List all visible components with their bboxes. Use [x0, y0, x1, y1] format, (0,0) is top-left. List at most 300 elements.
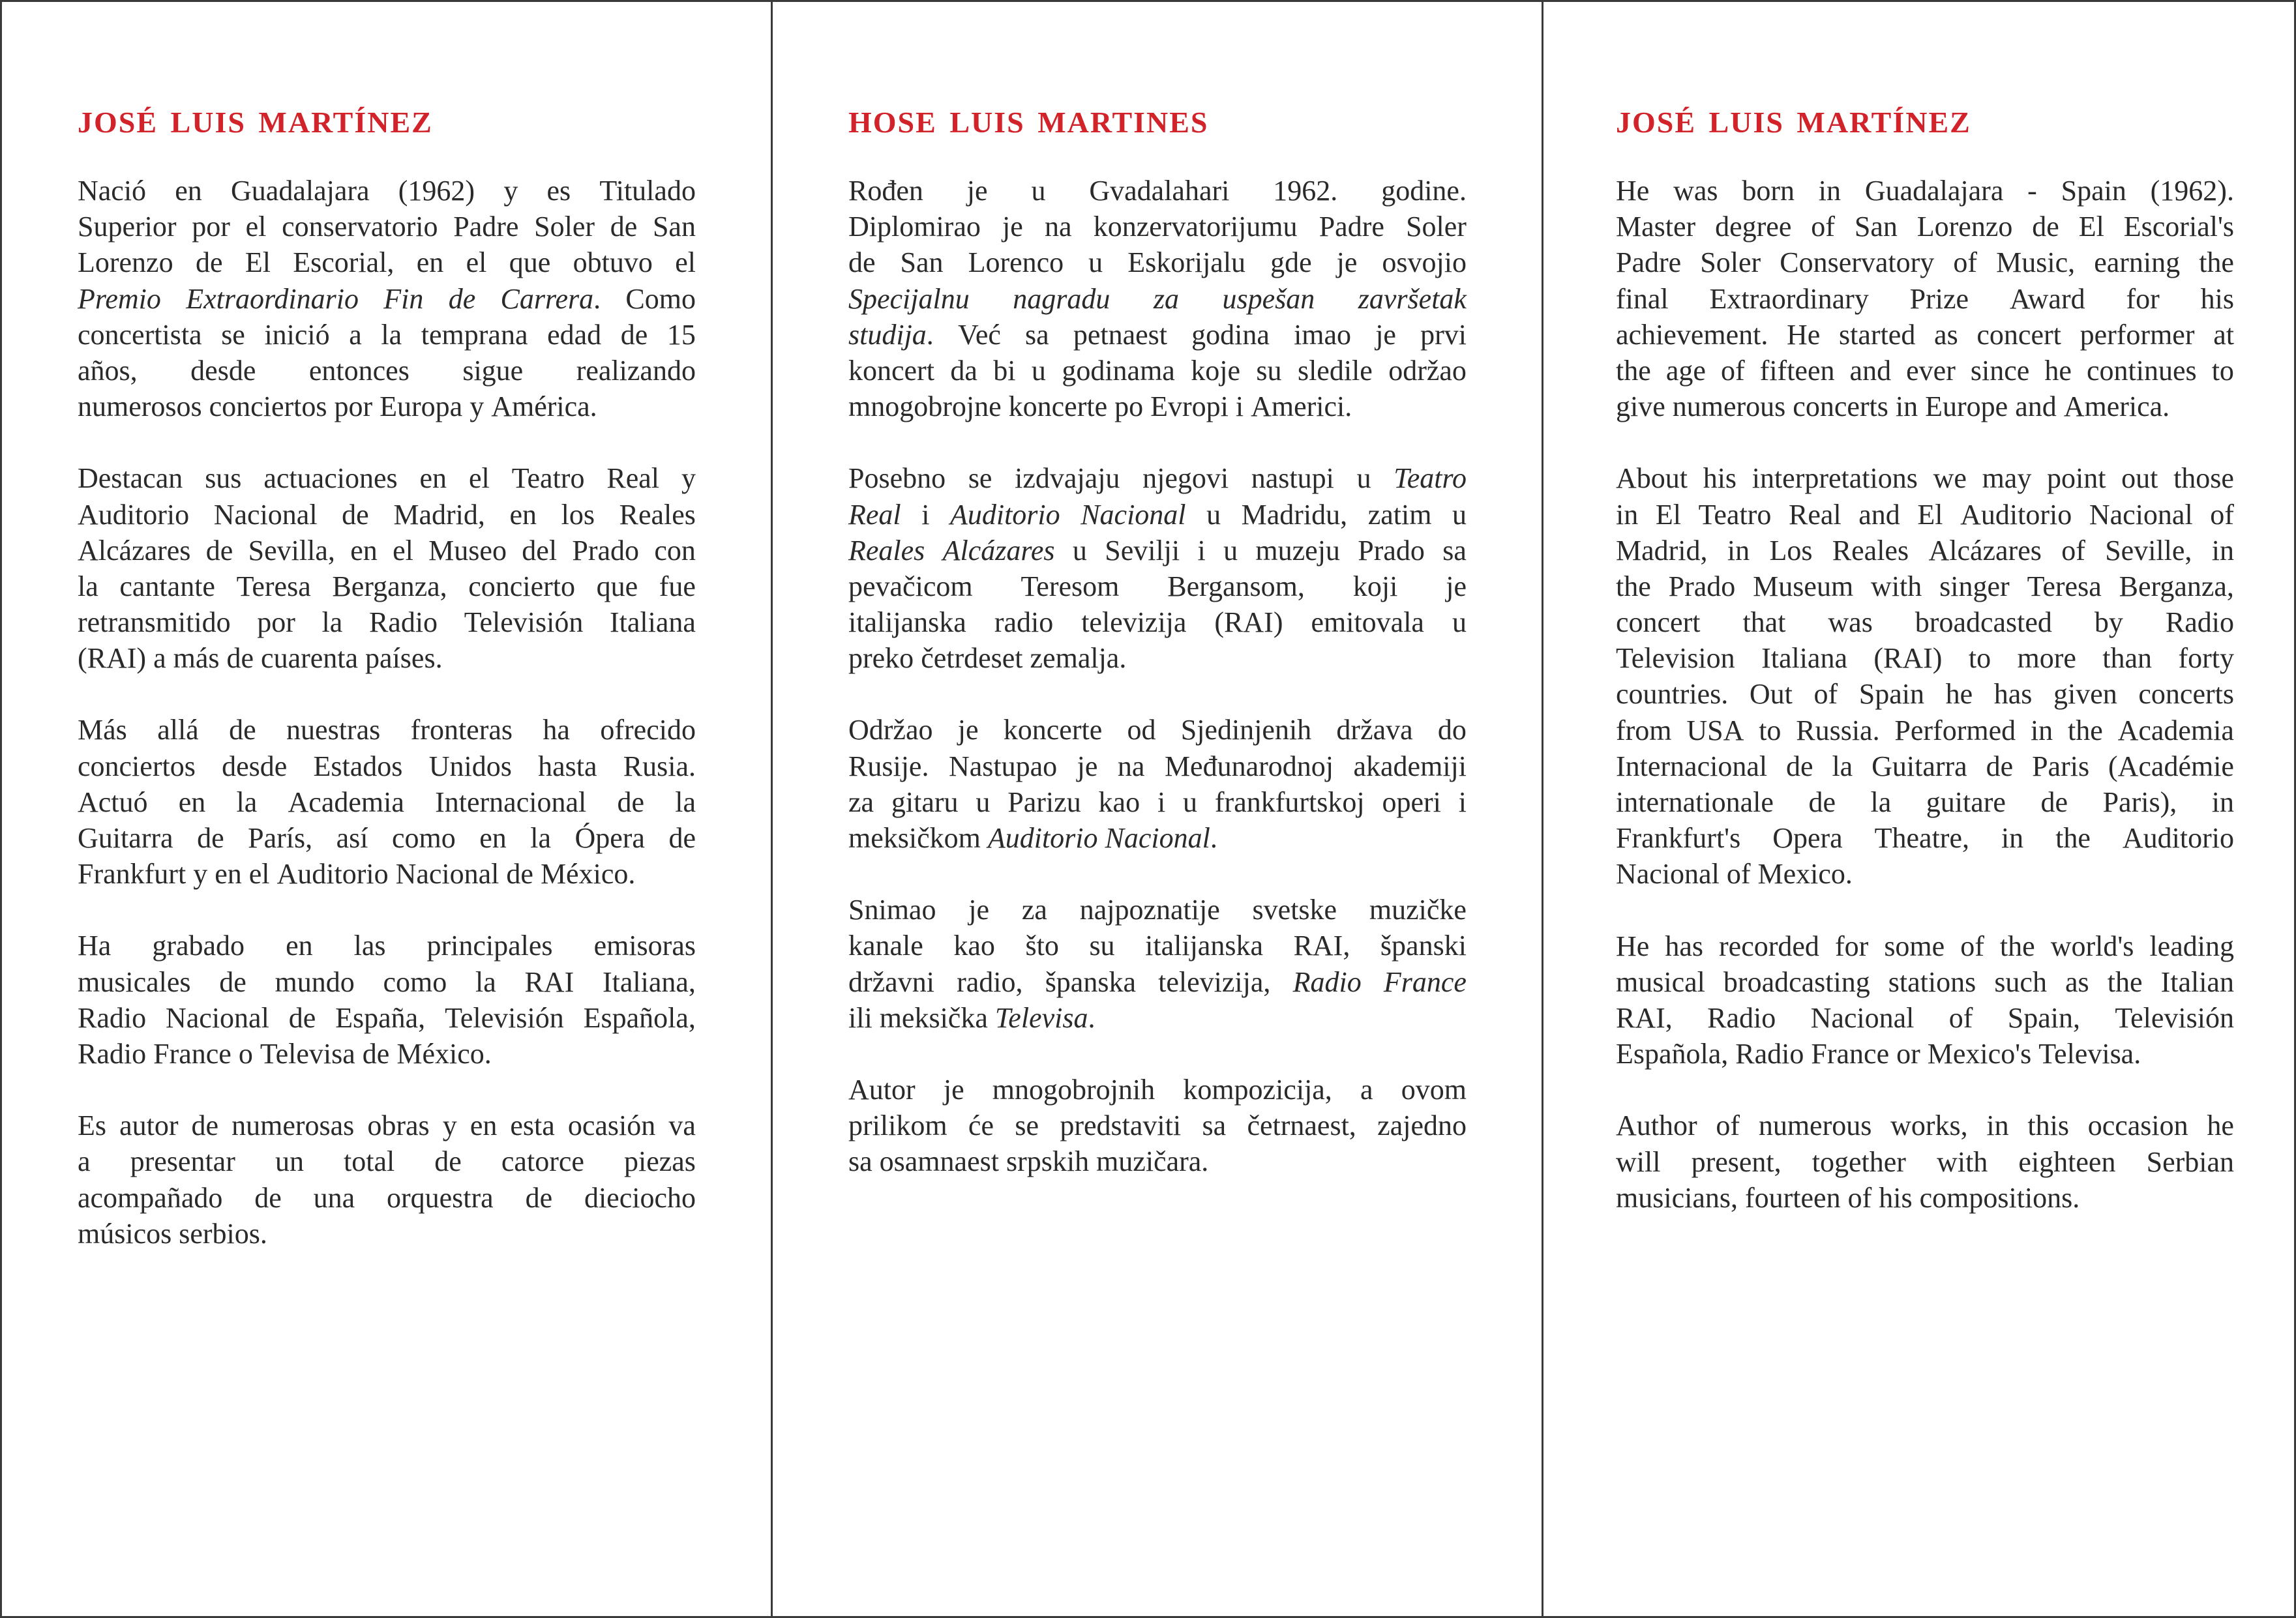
word: Teatro [1394, 462, 1467, 495]
word: concertista [78, 318, 202, 351]
word: He [1787, 318, 1821, 351]
word: his [2200, 282, 2234, 315]
text-line [1616, 281, 2234, 317]
word: años, [78, 354, 138, 387]
word: muzičke [1369, 894, 1467, 926]
word: Madridu, [1241, 498, 1348, 531]
word: Televisa. [994, 1001, 1096, 1034]
word: preko [848, 642, 914, 675]
word: presentar [130, 1145, 235, 1178]
word: se [221, 318, 245, 351]
text-line [848, 353, 1467, 389]
word: Berganza, [2119, 570, 2234, 602]
word: of [1847, 1181, 1872, 1214]
panel-column [848, 101, 1467, 1216]
word: je [968, 894, 990, 926]
word: najpoznatije [1079, 894, 1220, 926]
word: Nacional [213, 498, 318, 531]
word: eighteen [2018, 1145, 2116, 1178]
word: Premio [78, 282, 161, 315]
word: studija. [848, 318, 934, 351]
word: i [921, 498, 930, 531]
word: de [668, 822, 696, 854]
word: koncert [848, 354, 934, 387]
word: the [2199, 246, 2234, 279]
word: inició [264, 318, 330, 351]
word: Italiana [1761, 642, 1847, 675]
word: i [1235, 390, 1244, 423]
word: Sevilji [1105, 534, 1180, 566]
word: en [416, 246, 444, 279]
word: bi [993, 354, 1016, 387]
word: en [215, 858, 242, 890]
word: world's [2050, 930, 2134, 962]
text-line [1616, 856, 2234, 892]
word: Museum [1753, 570, 1854, 602]
text-line [78, 1143, 696, 1179]
word: at [2213, 318, 2234, 351]
word: Teresa [2027, 570, 2102, 602]
word: to [1968, 642, 1991, 675]
word: Prado [572, 534, 640, 566]
word: de [1808, 786, 1836, 818]
text-line [78, 1036, 696, 1072]
word: emitovala [1311, 606, 1424, 639]
word: (RAI) [78, 642, 147, 675]
word: de [197, 822, 224, 854]
word: u [1223, 534, 1238, 566]
word: ocasión [567, 1110, 656, 1142]
word: de [229, 714, 256, 746]
word: conciertos [209, 390, 327, 423]
word: Auditorio [949, 498, 1060, 531]
text-line [848, 604, 1467, 640]
word: Destacan [78, 462, 183, 495]
word: singer [1939, 570, 2010, 602]
word: je [957, 714, 979, 746]
text-line [848, 209, 1467, 244]
word: his [1879, 1181, 1913, 1214]
word: degree [1715, 211, 1792, 243]
word: of [2061, 534, 2085, 566]
word: a [78, 1145, 91, 1178]
text-line [848, 244, 1467, 280]
text-line [848, 460, 1467, 496]
word: osvojio [1382, 246, 1467, 279]
word: interpretations [1752, 462, 1918, 495]
body-paragraph [848, 1072, 1467, 1180]
word: y [470, 390, 485, 423]
word: Frankfurt's [1616, 822, 1741, 855]
word: i [1157, 786, 1166, 818]
word: give [1616, 390, 1665, 423]
word: the [2067, 714, 2103, 746]
word: age [1665, 354, 1706, 387]
word: Soler [1700, 246, 1761, 279]
word: edad [547, 318, 602, 351]
word: akademiji [1353, 750, 1467, 782]
text-line [1616, 1180, 2234, 1216]
word: Radio [1707, 1001, 1776, 1034]
text-line [1616, 353, 2234, 389]
word: Radio [78, 1037, 147, 1070]
word: osamnaest [879, 1145, 999, 1178]
panel-body [848, 173, 1467, 1180]
word: ovom [1401, 1073, 1467, 1106]
word: de [448, 282, 476, 315]
text-line [848, 1000, 1467, 1036]
word: Alcázares [1928, 534, 2042, 566]
word: El [2078, 211, 2104, 243]
word: was [1828, 606, 1873, 639]
word: de [620, 318, 648, 351]
word: petnaest [1073, 318, 1168, 351]
word: achievement. [1616, 318, 1768, 351]
word: with [1937, 1145, 1988, 1178]
word: u [1183, 786, 1198, 818]
text-line [848, 389, 1467, 424]
word: de [342, 498, 369, 531]
text-line [78, 209, 696, 244]
word: radio [994, 606, 1054, 639]
text-line [848, 892, 1467, 928]
word: Nacional [1616, 858, 1720, 890]
body-paragraph [848, 173, 1467, 424]
word: el [248, 858, 270, 890]
word: numerous [1672, 390, 1786, 423]
word: a [1360, 1073, 1373, 1106]
body-paragraph [78, 460, 696, 676]
word: Mexico. [1757, 858, 1853, 890]
word: ha [543, 714, 570, 746]
word: we [1933, 462, 1967, 495]
word: Reales [848, 534, 925, 566]
word: musical [1616, 965, 1705, 998]
word: Soler [1406, 211, 1467, 243]
word: Televisión [2115, 1001, 2234, 1034]
text-line [848, 964, 1467, 1000]
word: Estados [313, 750, 403, 782]
word: Nacional [2089, 498, 2193, 531]
word: je [966, 175, 988, 207]
word: RAI, [1616, 1001, 1673, 1034]
word: or [1896, 1038, 1920, 1070]
word: El [1917, 498, 1943, 531]
word: koncerte [1008, 390, 1108, 423]
word: performer [2080, 318, 2195, 351]
word: Carrera. [500, 282, 601, 315]
word: u [1206, 498, 1221, 531]
word: el [245, 211, 267, 243]
word: allá [157, 714, 199, 746]
word: America. [2063, 390, 2170, 423]
word: (Académie [2108, 750, 2234, 782]
text-line [1616, 497, 2234, 533]
word: RAI, [1293, 930, 1350, 962]
word: el [466, 246, 487, 279]
word: Seville, [2105, 534, 2192, 566]
word: México. [396, 1037, 492, 1070]
word: (RAI) [1873, 642, 1943, 675]
body-paragraph [1616, 928, 2234, 1072]
word: Reales [619, 498, 696, 531]
word: San [900, 246, 944, 279]
word: Internacional [1616, 750, 1768, 782]
text-line [848, 928, 1467, 963]
word: es [546, 175, 571, 207]
word: since [1970, 354, 2030, 387]
word: de [226, 642, 254, 675]
word: Nastupao [948, 750, 1058, 782]
word: some [1884, 930, 1945, 962]
word: godinama [1062, 354, 1175, 387]
word: de [434, 1145, 462, 1178]
word: za [1021, 894, 1047, 926]
word: with [1871, 570, 1922, 602]
word: u [1031, 175, 1046, 207]
word: of [1726, 858, 1751, 890]
word: conservatorio [282, 211, 438, 243]
word: Serbian [2146, 1145, 2234, 1178]
word: Academia [2117, 714, 2234, 746]
word: México. [540, 858, 636, 890]
word: Lorenco [968, 246, 1064, 279]
word: televizija, [1158, 965, 1271, 998]
word: San [1854, 211, 1898, 243]
text-line [1616, 1000, 2234, 1036]
text-line [78, 244, 696, 280]
word: por [257, 606, 295, 639]
word: španski [1380, 930, 1467, 962]
text-line [1616, 460, 2234, 496]
word: España, [335, 1001, 426, 1034]
word: Padre [1616, 246, 1682, 279]
word: de [288, 1001, 316, 1034]
word: by [2094, 606, 2123, 639]
word: concert [1976, 318, 2061, 351]
word: el [393, 534, 413, 566]
word: USA [1686, 714, 1744, 746]
text-line [78, 353, 696, 389]
word: Más [78, 714, 127, 746]
word: stations [1888, 965, 1976, 998]
word: América. [491, 390, 597, 423]
word: numerosos [78, 390, 202, 423]
word: Auditorio [1960, 498, 2072, 531]
word: y [442, 1110, 457, 1142]
text-line [1616, 964, 2234, 1000]
word: He [1616, 175, 1650, 207]
word: Televisión [445, 1001, 564, 1034]
word: de [610, 211, 638, 243]
word: musicales [78, 965, 191, 998]
word: Snimao [848, 894, 936, 926]
word: Nacional [1081, 498, 1186, 531]
word: Padre [1319, 211, 1384, 243]
word: četrdeset [921, 642, 1023, 675]
word: Europa [380, 390, 463, 423]
word: como [391, 822, 456, 854]
word: televizija [1081, 606, 1187, 639]
word: Museo [428, 534, 507, 566]
text-line [78, 928, 696, 963]
word: in [2030, 714, 2053, 746]
word: en [509, 498, 537, 531]
word: the [2107, 965, 2143, 998]
word: obtuvo [573, 246, 653, 279]
word: Nacional [395, 858, 499, 890]
word: nuestras [286, 714, 381, 746]
text-line [848, 497, 1467, 533]
word: los [561, 498, 595, 531]
word: France [153, 1037, 231, 1070]
word: por [192, 211, 230, 243]
word: Nacional. [1105, 822, 1217, 854]
word: a [349, 318, 362, 351]
word: Española, [583, 1001, 696, 1034]
word: u [1356, 462, 1371, 495]
word: što [1025, 930, 1059, 962]
word: su [1256, 354, 1282, 387]
panel-heading: JOSÉ LUIS MARTÍNEZ [1616, 106, 1971, 139]
word: Escorial, [293, 246, 395, 279]
word: mnogobrojnih [992, 1073, 1155, 1106]
word: Guadalajara [231, 175, 370, 207]
text-line [848, 712, 1467, 748]
word: in [1895, 390, 1918, 423]
text-line [78, 317, 696, 353]
word: earning [2094, 246, 2181, 279]
text-line [848, 748, 1467, 784]
word: Academia [288, 786, 404, 818]
word: numerous [1758, 1110, 1872, 1142]
word: than [2102, 642, 2153, 675]
word: Radio [1292, 965, 1362, 998]
word: Bergansom, [1167, 570, 1305, 602]
word: Rusia. [623, 750, 696, 782]
word: and [2015, 390, 2057, 423]
word: fronteras [410, 714, 513, 746]
word: i [1458, 786, 1467, 818]
word: Specijalnu [848, 282, 970, 315]
word: za [848, 786, 874, 818]
word: point [2047, 462, 2106, 495]
word: Opera [1772, 822, 1843, 855]
word: occasion [2087, 1110, 2188, 1142]
word: Diplomirao [848, 211, 981, 243]
word: que [509, 246, 551, 279]
word: sa [1025, 318, 1049, 351]
word: fourteen [1744, 1181, 1841, 1214]
text-line [848, 820, 1467, 856]
word: como [383, 965, 447, 998]
body-paragraph [78, 712, 696, 892]
word: Alcázares [942, 534, 1055, 566]
word: emisoras [593, 930, 696, 962]
word: musicians, [1616, 1181, 1738, 1214]
text-line [78, 1180, 696, 1216]
word: Auditorio [276, 858, 389, 890]
word: sa [1202, 1110, 1227, 1142]
panel-heading: HOSE LUIS MARTINES [848, 106, 1209, 139]
word: Unidos [428, 750, 512, 782]
word: Guadalajara [1864, 175, 2004, 207]
word: el [675, 246, 696, 279]
word: Lorenzo [78, 246, 173, 279]
word: na [1045, 211, 1072, 243]
text-line [848, 1072, 1467, 1108]
body-paragraph [1616, 173, 2234, 424]
word: sa [848, 1145, 872, 1178]
word: RAI [524, 965, 574, 998]
word: he [2207, 1110, 2234, 1142]
word: born [1742, 175, 1795, 207]
word: u [1452, 498, 1467, 531]
word: na [1117, 750, 1145, 782]
word: continues [2086, 354, 2197, 387]
word: zajedno [1377, 1110, 1467, 1142]
word: Reales [1832, 534, 1909, 566]
word: de [191, 1110, 219, 1142]
text-line [78, 173, 696, 209]
word: together [1811, 1145, 1906, 1178]
word: was [1673, 175, 1718, 207]
word: svetske [1252, 894, 1337, 926]
word: (1962). [2150, 175, 2234, 207]
word: he [2044, 354, 2072, 387]
word: Out [1749, 678, 1793, 711]
word: el [469, 462, 490, 495]
word: državni [848, 965, 934, 998]
word: radio, [957, 965, 1023, 998]
word: de [2040, 786, 2068, 818]
text-line [1616, 1144, 2234, 1180]
word: may [1982, 462, 2032, 495]
word: serbios. [179, 1217, 267, 1250]
word: sa [1442, 534, 1467, 566]
word: la [321, 606, 343, 639]
word: de [2032, 211, 2059, 243]
word: San [652, 211, 696, 243]
text-line [848, 281, 1467, 317]
word: Radio [368, 606, 438, 639]
text-line [78, 604, 696, 640]
word: Real [606, 462, 660, 495]
text-line [1616, 748, 2234, 784]
word: in [1986, 1110, 2009, 1142]
word: Auditorio [987, 822, 1098, 854]
word: Sjedinjenih [1180, 714, 1312, 746]
word: u [1452, 606, 1467, 639]
text-line [78, 389, 696, 424]
word: Theatre, [1874, 822, 1969, 855]
word: Radio [78, 1001, 147, 1034]
word: frankfurtskoj [1214, 786, 1365, 818]
word: in [1727, 534, 1750, 566]
word: Conservatory [1780, 246, 1935, 279]
word: Teatro [511, 462, 585, 495]
word: Televisa. [2038, 1038, 2141, 1070]
word: za [1153, 282, 1179, 315]
word: Auditorio [2122, 822, 2234, 855]
word: Berganza, [332, 570, 447, 602]
word: present, [1691, 1145, 1782, 1178]
word: en [175, 175, 202, 207]
word: countries. [1616, 678, 1729, 711]
word: gde [1270, 246, 1312, 279]
word: imao [1294, 318, 1352, 351]
text-line [78, 1000, 696, 1036]
